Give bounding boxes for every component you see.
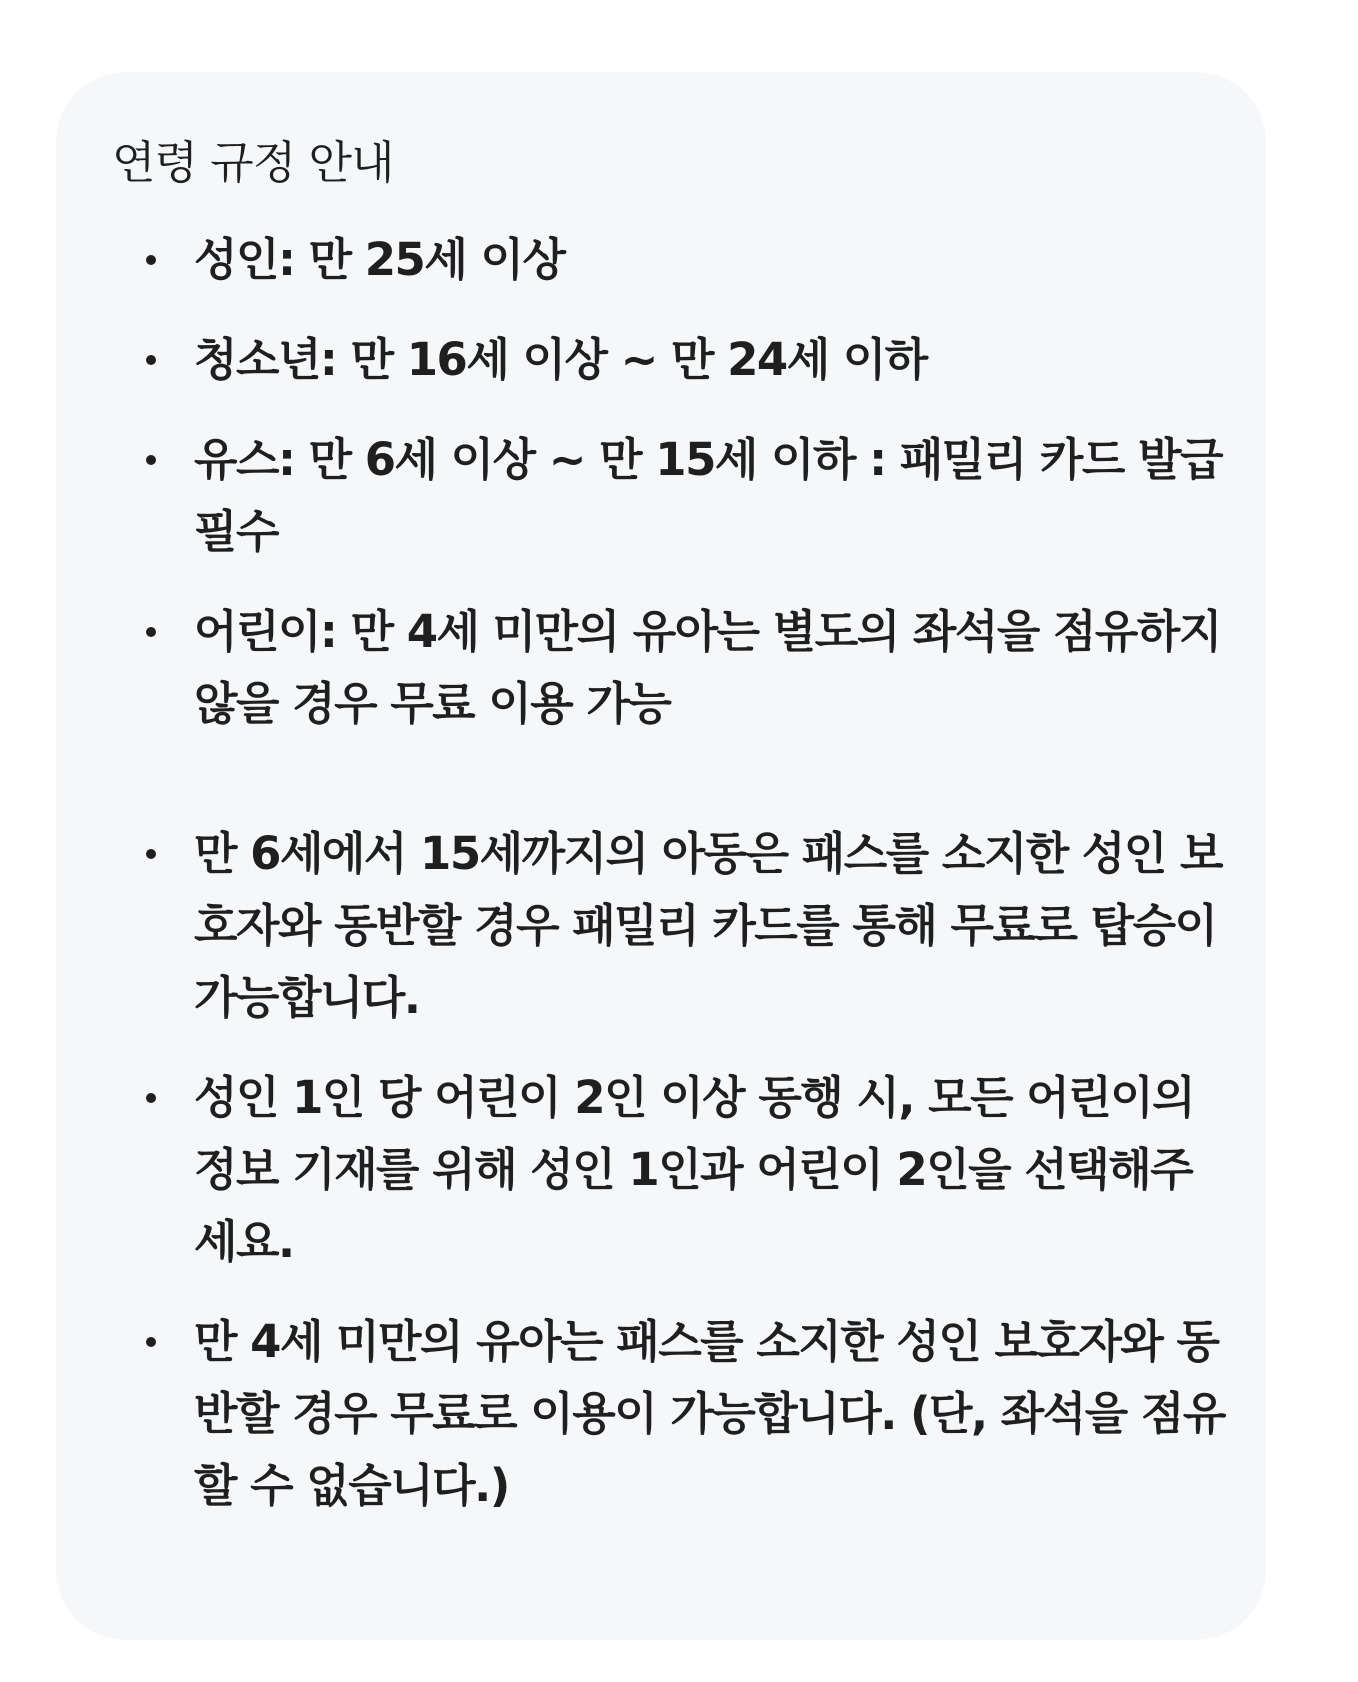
- list-item-text: 성인: 만 25세 이상: [194, 233, 565, 286]
- list-item: [112, 324, 1226, 396]
- list-item: [112, 224, 1226, 296]
- bullet-icon: [146, 1337, 156, 1347]
- bullet-icon: [146, 627, 156, 637]
- list-item-text: 유스: 만 6세 이상 ~ 만 15세 이하 : 패밀리 카드 발급 필수: [194, 433, 1222, 558]
- bullet-icon: [146, 1093, 156, 1103]
- age-rules-list: [112, 224, 1226, 1522]
- list-item-text: 만 4세 미만의 유아는 패스를 소지한 성인 보호자와 동반할 경우 무료로 이용이 가능합니다. (단, 좌석을 점유할 수 없습니다.): [194, 1315, 1225, 1512]
- list-item: [112, 1062, 1226, 1278]
- list-item-text: 만 6세에서 15세까지의 아동은 패스를 소지한 성인 보호자와 동반할 경우 패밀리 카드를 통해 무료로 탑승이 가능합니다.: [194, 827, 1223, 1024]
- bullet-icon: [146, 255, 156, 265]
- list-item-text: 청소년: 만 16세 이상 ~ 만 24세 이하: [194, 333, 927, 386]
- list-item-text: 어린이: 만 4세 미만의 유아는 별도의 좌석을 점유하지 않을 경우 무료 이용 가능: [194, 605, 1221, 730]
- bullet-icon: [146, 455, 156, 465]
- list-item: [112, 424, 1226, 568]
- list-item: [112, 596, 1226, 740]
- bullet-icon: [146, 849, 156, 859]
- bullet-icon: [146, 355, 156, 365]
- list-item: [112, 1306, 1226, 1522]
- list-item-text: 성인 1인 당 어린이 2인 이상 동행 시, 모든 어린이의 정보 기재를 위해 성인 1인과 어린이 2인을 선택해주세요.: [194, 1071, 1195, 1268]
- age-policy-card: [56, 72, 1266, 1640]
- list-item: [112, 818, 1226, 1034]
- card-title: 연령 규정 안내: [112, 136, 394, 189]
